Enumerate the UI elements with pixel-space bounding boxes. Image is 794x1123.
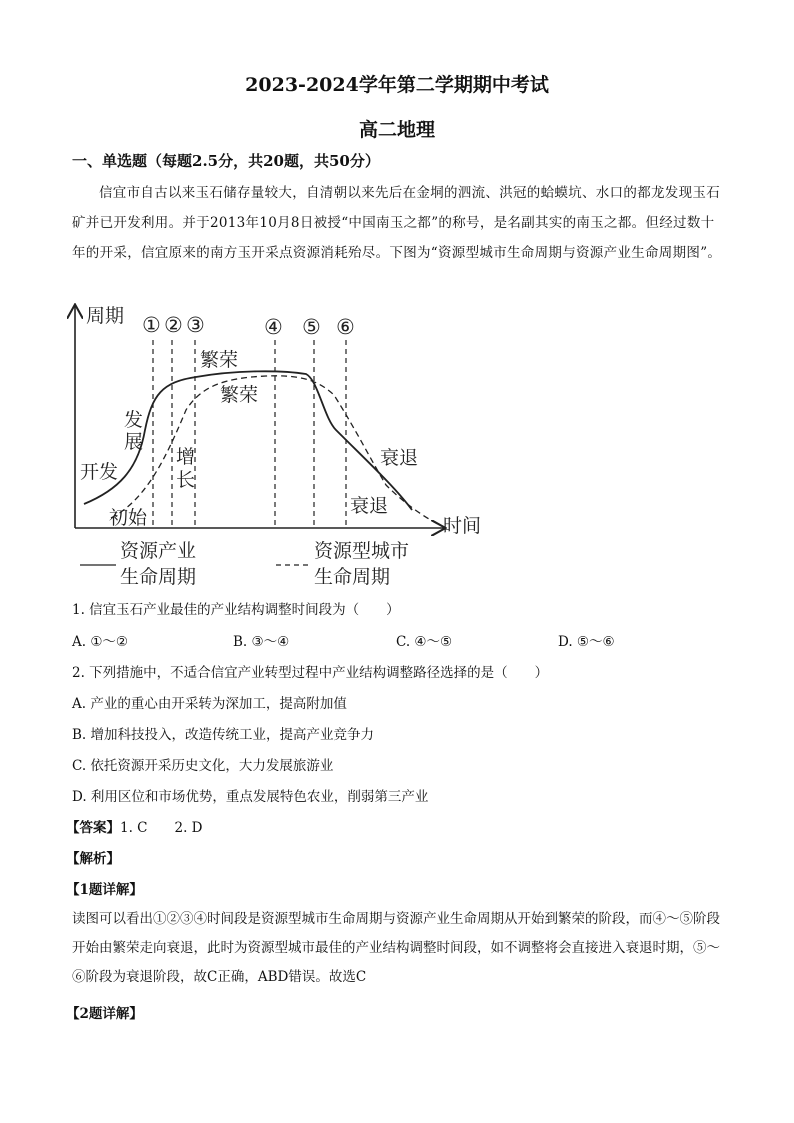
question-1-option-b: B. ③～④ <box>233 634 290 650</box>
question-1-option-c: C. ④～⑤ <box>396 634 453 650</box>
answer-label: 【答案】 <box>66 820 120 836</box>
legend-solid-label-1: 资源产业 <box>120 540 197 562</box>
label-initial: 初始 <box>109 507 148 529</box>
q2-detail-label: 【2题详解】 <box>66 1006 143 1022</box>
question-1-option-d: D. ⑤～⑥ <box>558 634 615 650</box>
exam-title: 2023-2024学年第二学期期中考试 <box>245 74 549 96</box>
marker-3: ③ <box>186 313 205 337</box>
question-2-option-d: D. 利用区位和市场优势，重点发展特色农业，削弱第三产业 <box>72 789 429 805</box>
question-2-option-b: B. 增加科技投入，改造传统工业，提高产业竞争力 <box>72 727 375 743</box>
passage-text: 信宜市自古以来玉石储存量较大，自清朝以来先后在金垌的泗流、洪冠的蛤蟆坑、水口的都龙发现玉石矿并已开发利用。并于2013年10月8日被授“中国南玉之都”的称号，是名副其实的南玉之都。但经过数十年的开采，信宜原来的南方玉开采点资源消耗殆尽。下图为“资源型城市生命周期与资源产业生命周期图”。 <box>72 185 722 261</box>
label-exploitation: 开发 <box>80 461 119 483</box>
label-prosperity-city: 繁荣 <box>220 384 259 406</box>
life-cycle-figure <box>66 300 506 595</box>
label-development-2: 展 <box>124 431 144 453</box>
label-decline-city: 衰退 <box>380 447 419 469</box>
label-decline-industry: 衰退 <box>350 495 389 517</box>
x-axis-label: 时间 <box>443 515 482 537</box>
marker-1: ① <box>142 313 161 337</box>
marker-5: ⑤ <box>302 315 321 339</box>
question-2-stem: 2. 下列措施中，不适合信宜产业转型过程中产业结构调整路径选择的是（ ） <box>72 665 549 681</box>
q1-detail-label: 【1题详解】 <box>66 882 143 898</box>
legend-solid-label-2: 生命周期 <box>120 566 197 588</box>
question-2-option-a: A. 产业的重心由开采转为深加工，提高附加值 <box>72 696 347 712</box>
label-prosperity-industry: 繁荣 <box>200 349 239 371</box>
legend-dashed-label-1: 资源型城市 <box>314 540 410 562</box>
time-dividers <box>153 340 346 528</box>
question-2-option-c: C. 依托资源开采历史文化，大力发展旅游业 <box>72 758 334 774</box>
answer-line <box>66 816 203 836</box>
legend-dashed-label-2: 生命周期 <box>314 566 391 588</box>
question-1-stem: 1. 信宜玉石产业最佳的产业结构调整时间段为（ ） <box>72 602 400 618</box>
answer-text: 1. C 2. D <box>120 820 203 836</box>
analysis-label: 【解析】 <box>66 851 120 867</box>
marker-6: ⑥ <box>336 315 355 339</box>
marker-2: ② <box>164 313 183 337</box>
label-development-1: 发 <box>124 409 144 431</box>
label-growth-1: 增 <box>176 446 196 468</box>
y-axis-label: 周期 <box>86 305 125 327</box>
label-growth-2: 长 <box>176 469 196 491</box>
q1-detail-text: 读图可以看出①②③④时间段是资源型城市生命周期与资源产业生命周期从开始到繁荣的阶段，而④～⑤阶段开始由繁荣走向衰退，此时为资源型城市最佳的产业结构调整时间段，如不调整将会直接进入衰退时期，⑤～⑥阶段为衰退阶段，故C正确，ABD错误。故选C <box>72 911 720 985</box>
question-1-option-a: A. ①～② <box>72 634 129 650</box>
exam-subject: 高二地理 <box>358 119 435 141</box>
section-heading: 一、单选题（每题2.5分，共20题，共50分） <box>72 152 380 170</box>
marker-4: ④ <box>264 315 283 339</box>
